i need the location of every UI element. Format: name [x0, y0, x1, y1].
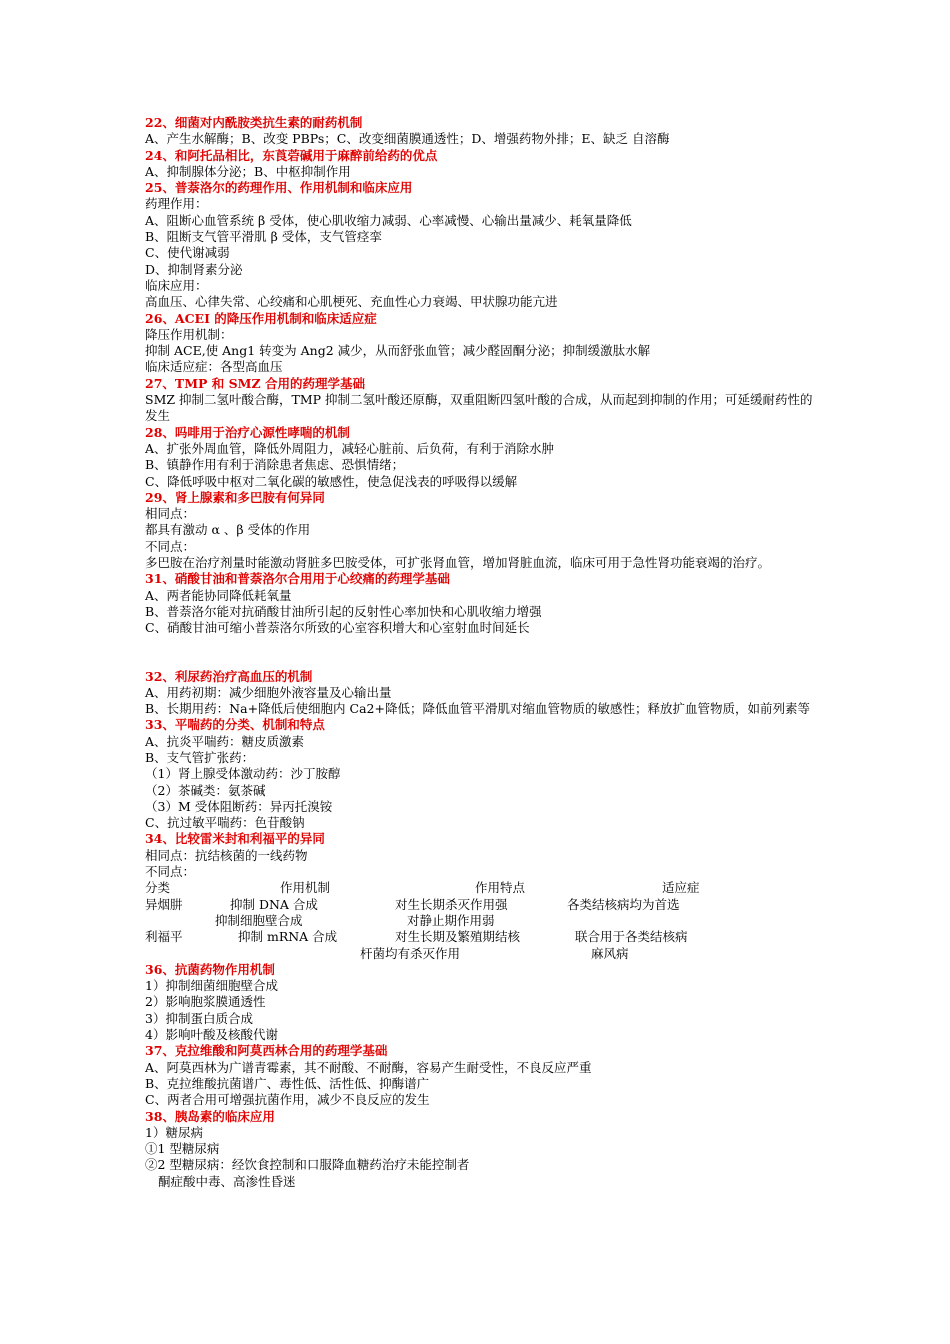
q27-line: SMZ 抑制二氢叶酸合酶，TMP 抑制二氢叶酸还原酶，双重阻断四氢叶酸的合成，从而起到抑制的作用；可延缓耐药性的发生 — [145, 392, 813, 424]
q31-title: 31、硝酸甘油和普萘洛尔合用用于心绞痛的药理学基础 — [145, 571, 450, 587]
q29-line: 相同点： — [145, 506, 196, 522]
q29-line: 多巴胺在治疗剂量时能激动肾脏多巴胺受体，可扩张肾血管，增加肾脏血流，临床可用于急性肾功能衰竭的治疗。 — [145, 555, 771, 571]
table-cell: 利福平 — [145, 929, 183, 945]
q33-line: A、抗炎平喘药：糖皮质激素 — [145, 733, 305, 749]
q31-line: B、普萘洛尔能对抗硝酸甘油所引起的反射性心率加快和心肌收缩力增强 — [145, 603, 542, 619]
table-row — [145, 929, 825, 945]
q38-line: 1）糖尿病 — [145, 1124, 203, 1140]
q37-line: A、阿莫西林为广谱青霉素，其不耐酸、不耐酶，容易产生耐受性，不良反应严重 — [145, 1059, 592, 1075]
q34-title: 34、比较雷米封和利福平的异同 — [145, 831, 325, 847]
section-gap — [145, 637, 825, 669]
q33-line: B、支气管扩张药： — [145, 749, 255, 765]
table-header-cell: 作用机制 — [280, 880, 331, 896]
q24-title: 24、和阿托品相比，东莨菪碱用于麻醉前给药的优点 — [145, 147, 438, 163]
table-cell: 联合用于各类结核病 — [575, 929, 688, 945]
q26-title: 26、ACEI 的降压作用机制和临床适应症 — [145, 310, 377, 326]
q25-title: 25、普萘洛尔的药理作用、作用机制和临床应用 — [145, 180, 413, 196]
table-cell: 抑制 DNA 合成 — [230, 896, 318, 912]
q38-line: ②2 型糖尿病：经饮食控制和口服降血糖药治疗未能控制者 — [145, 1157, 470, 1173]
table-cell: 麻风病 — [591, 945, 629, 961]
table-row-continued — [145, 913, 825, 929]
q36-line: 4）影响叶酸及核酸代谢 — [145, 1027, 278, 1043]
table-cell: 各类结核病均为首选 — [567, 896, 680, 912]
table-row-continued — [145, 946, 825, 962]
table-cell: 抑制 mRNA 合成 — [238, 929, 338, 945]
q38-line: 酮症酸中毒、高渗性昏迷 — [158, 1173, 296, 1189]
q33-line: （3）M 受体阻断药：异丙托溴铵 — [145, 798, 333, 814]
q29-line: 不同点： — [145, 538, 196, 554]
table-cell: 杆菌均有杀灭作用 — [360, 945, 461, 961]
q25-line: B、阻断支气管平滑肌 β 受体，支气管痉挛 — [145, 229, 382, 245]
q29-title: 29、肾上腺素和多巴胺有何异同 — [145, 489, 325, 505]
q32-line: A、用药初期：减少细胞外液容量及心输出量 — [145, 684, 392, 700]
q28-line: C、降低呼吸中枢对二氧化碳的敏感性，使急促浅表的呼吸得以缓解 — [145, 473, 518, 489]
q37-title: 37、克拉维酸和阿莫西林合用的药理学基础 — [145, 1043, 388, 1059]
q25-line: 高血压、心律失常、心绞痛和心肌梗死、充血性心力衰竭、甲状腺功能亢进 — [145, 294, 558, 310]
comparison-table-header — [145, 880, 825, 896]
q22-title: 22、细菌对内酰胺类抗生素的耐药机制 — [145, 115, 363, 130]
q33-line: （1）肾上腺受体激动药：沙丁胺醇 — [145, 766, 341, 782]
q36-title: 36、抗菌药物作用机制 — [145, 961, 275, 977]
q25-line: A、阻断心血管系统 β 受体，使心肌收缩力减弱、心率减慢、心输出量减少、耗氧量降低 — [145, 212, 632, 228]
table-cell: 抑制细胞壁合成 — [215, 912, 303, 928]
q33-line: C、抗过敏平喘药：色苷酸钠 — [145, 815, 305, 831]
table-header-cell: 作用特点 — [475, 880, 526, 896]
table-header-cell: 适应症 — [662, 880, 700, 896]
q27-title: 27、TMP 和 SMZ 合用的药理学基础 — [145, 375, 365, 391]
q25-line: C、使代谢减弱 — [145, 245, 230, 261]
q38-title: 38、胰岛素的临床应用 — [145, 1108, 275, 1124]
q31-line: C、硝酸甘油可缩小普萘洛尔所致的心室容积增大和心室射血时间延长 — [145, 620, 530, 636]
q26-line: 降压作用机制： — [145, 326, 233, 342]
q37-line: C、两者合用可增强抗菌作用，减少不良反应的发生 — [145, 1092, 430, 1108]
table-row — [145, 897, 825, 913]
q34-line: 不同点： — [145, 864, 196, 880]
table-cell: 对静止期作用弱 — [407, 912, 495, 928]
q26-line: 抑制 ACE,使 Ang1 转变为 Ang2 减少，从而舒张血管；减少醛固酮分泌；抑制缓激肽水解 — [145, 343, 651, 359]
q31-line: A、两者能协同降低耗氧量 — [145, 587, 292, 603]
q36-line: 1）抑制细菌细胞壁合成 — [145, 978, 278, 994]
q28-title: 28、吗啡用于治疗心源性哮喘的机制 — [145, 424, 350, 440]
q38-line: ①1 型糖尿病 — [145, 1141, 220, 1157]
q24-line: A、抑制腺体分泌；B、中枢抑制作用 — [145, 163, 351, 179]
q32-title: 32、利尿药治疗高血压的机制 — [145, 668, 313, 684]
document-page — [145, 115, 825, 1190]
q37-line: B、克拉维酸抗菌谱广、毒性低、活性低、抑酶谱广 — [145, 1075, 430, 1091]
q25-line: 临床应用： — [145, 277, 208, 293]
table-cell: 异烟肼 — [145, 896, 183, 912]
q25-line: D、抑制肾素分泌 — [145, 261, 243, 277]
q32-line: B、长期用药：Na+降低后使细胞内 Ca2+降低；降低血管平滑肌对缩血管物质的敏感性；释放扩血管物质，如前列素等 — [145, 701, 810, 717]
q33-title: 33、平喘药的分类、机制和特点 — [145, 717, 325, 733]
q28-line: A、扩张外周血管，降低外周阻力，减轻心脏前、后负荷，有利于消除水肿 — [145, 440, 555, 456]
q22-line: A、产生水解酶；B、改变 PBPs；C、改变细菌膜通透性；D、增强药物外排；E、缺乏 自溶酶 — [145, 131, 670, 147]
table-header-cell: 分类 — [145, 880, 171, 896]
q25-line: 药理作用： — [145, 196, 208, 212]
q28-line: B、镇静作用有利于消除患者焦虑、恐惧情绪； — [145, 457, 405, 473]
table-cell: 对生长期及繁殖期结核 — [395, 929, 521, 945]
q33-line: （2）茶碱类：氨茶碱 — [145, 782, 266, 798]
table-cell: 对生长期杀灭作用强 — [395, 896, 508, 912]
q36-line: 3）抑制蛋白质合成 — [145, 1010, 253, 1026]
q34-line: 相同点：抗结核菌的一线药物 — [145, 847, 308, 863]
q26-line: 临床适应症：各型高血压 — [145, 359, 283, 375]
q36-line: 2）影响胞浆膜通透性 — [145, 994, 266, 1010]
q29-line: 都具有激动 α 、β 受体的作用 — [145, 522, 311, 538]
